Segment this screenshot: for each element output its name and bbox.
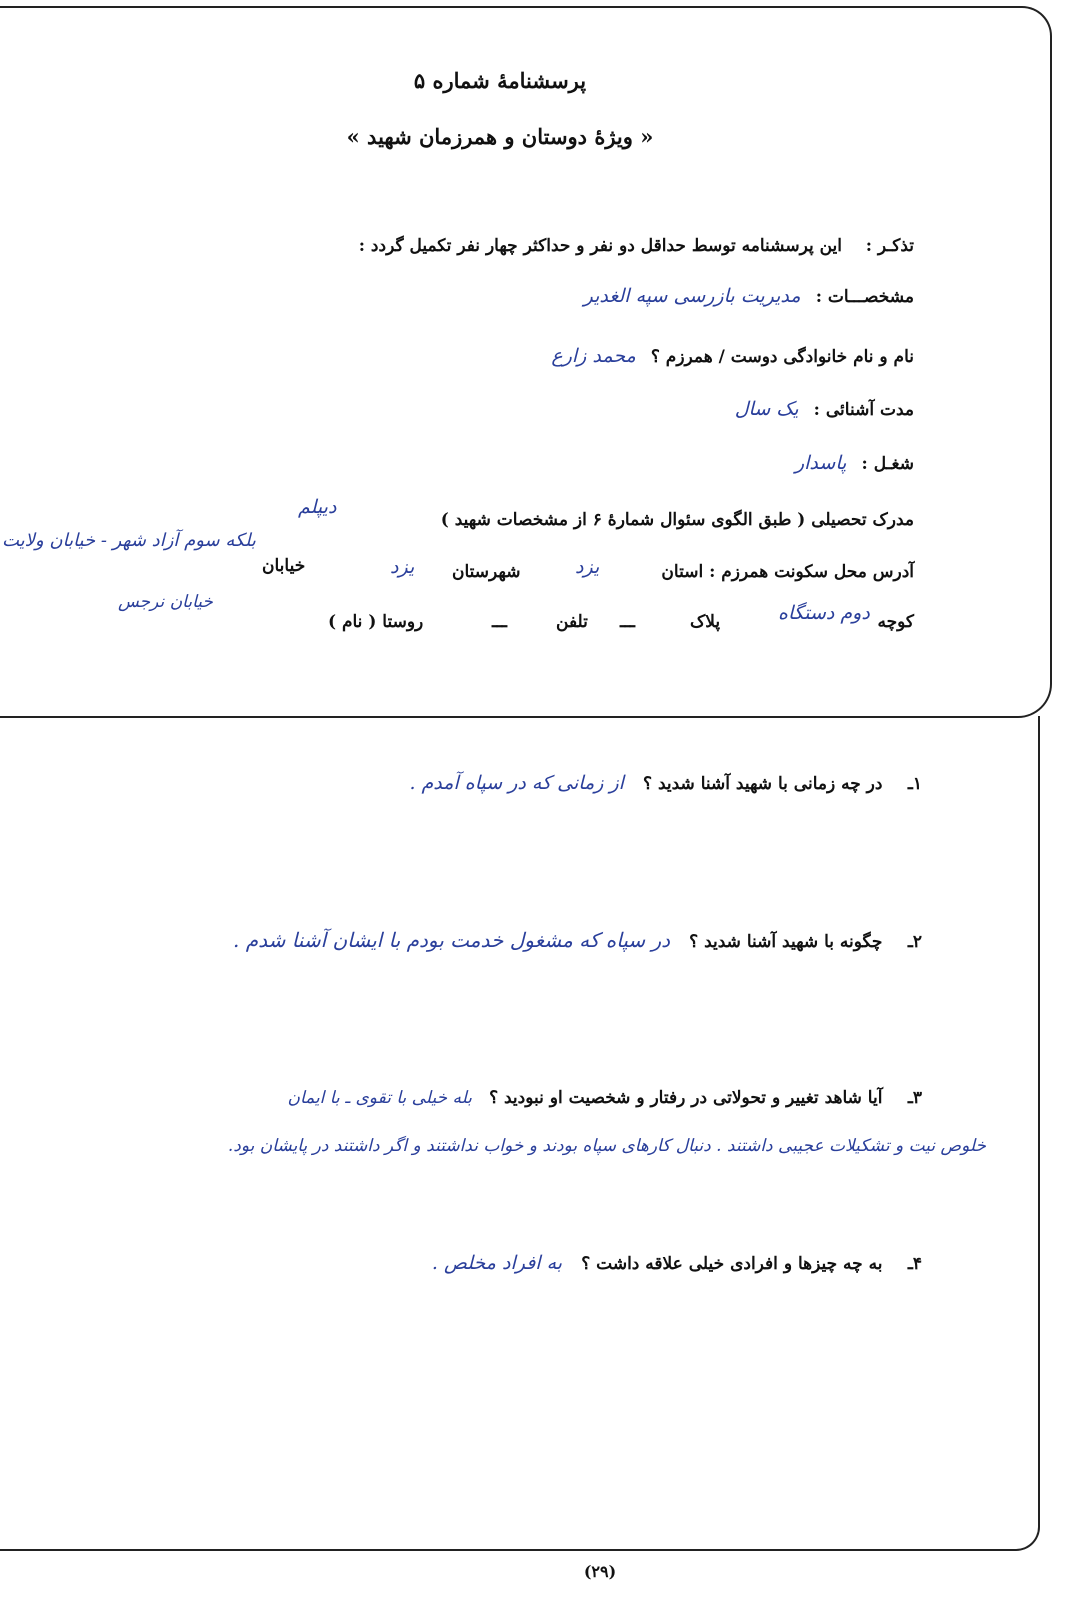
question-4 bbox=[432, 1252, 922, 1274]
duration-value: یک سال bbox=[734, 398, 799, 420]
city-value: یزد bbox=[390, 556, 415, 578]
education-value: دیپلم bbox=[298, 496, 337, 518]
city-label: شهرستان bbox=[452, 562, 521, 582]
question-number: ۳ـ bbox=[907, 1088, 922, 1108]
question-3 bbox=[287, 1088, 922, 1108]
duration-row bbox=[735, 398, 914, 420]
specs-value: مدیریت بازرسی سپه الغدیر bbox=[583, 285, 801, 307]
question-number: ۲ـ bbox=[907, 932, 922, 952]
specs-row bbox=[584, 285, 914, 307]
job-row bbox=[795, 452, 914, 474]
note bbox=[359, 236, 914, 256]
answer-text: به افراد مخلص . bbox=[431, 1252, 563, 1274]
street-label: خیابان bbox=[262, 556, 306, 576]
plaque-value: ـــ bbox=[620, 612, 635, 632]
alley-label: کوچه bbox=[877, 612, 914, 632]
phone-label: تلفن bbox=[556, 612, 588, 632]
answer-continuation: خلوص نیت و تشکیلات عجیبی داشتند . دنبال کارهای سپاه بودند و خواب نداشتند و اگر داشتند در پایشان بود. bbox=[227, 1136, 986, 1156]
plaque-label: پلاک bbox=[690, 612, 721, 632]
duration-label: مدت آشنائی : bbox=[813, 400, 914, 420]
form-body-frame bbox=[0, 716, 1040, 1551]
province-value: یزد bbox=[575, 556, 600, 578]
question-number: ۱ـ bbox=[907, 774, 922, 794]
job-value: پاسدار bbox=[794, 452, 847, 474]
job-label: شغـل : bbox=[861, 454, 914, 474]
street-value-2: خیابان نرجس bbox=[118, 592, 213, 612]
question-number: ۴ـ bbox=[907, 1254, 922, 1274]
page-subtitle: « ویژهٔ دوستان و همرزمان شهید » bbox=[346, 124, 654, 149]
answer-text: در سپاه که مشغول خدمت بودم با ایشان آشنا شدم . bbox=[232, 928, 671, 952]
question-text: در چه زمانی با شهید آشنا شدید ؟ bbox=[643, 774, 883, 794]
address-label: آدرس محل سکونت همرزم : استان bbox=[661, 562, 914, 582]
note-text: این پرسشنامه توسط حداقل دو نفر و حداکثر چهار نفر تکمیل گردد : bbox=[358, 236, 842, 256]
page-number: (۲۹) bbox=[583, 1562, 617, 1581]
name-label: نام و نام خانوادگی دوست / همرزم ؟ bbox=[650, 347, 914, 367]
name-row bbox=[551, 345, 914, 367]
education-label: مدرک تحصیلی ( طبق الگوی سئوال شمارهٔ ۶ از مشخصات شهید ) bbox=[440, 510, 914, 530]
question-text: آیا شاهد تغییر و تحولاتی در رفتار و شخصیت او نبودید ؟ bbox=[489, 1088, 883, 1108]
answer-text: از زمانی که در سپاه آمدم . bbox=[409, 772, 624, 794]
name-value: محمد زارع bbox=[551, 345, 636, 367]
page-title: پرسشنامهٔ شماره ۵ bbox=[413, 68, 587, 93]
specs-label: مشخصـــات : bbox=[815, 287, 914, 307]
question-text: چگونه با شهید آشنا شدید ؟ bbox=[689, 932, 883, 952]
phone-value: ـــ bbox=[492, 612, 507, 632]
answer-text: بله خیلی با تقوی ـ با ایمان bbox=[287, 1088, 472, 1108]
alley-value: دوم دستگاه bbox=[778, 602, 870, 624]
question-1 bbox=[409, 772, 922, 794]
street-value: بلکه سوم آزاد شهر - خیابان ولایت bbox=[2, 530, 256, 551]
question-2 bbox=[233, 928, 922, 952]
question-text: به چه چیزها و افرادی خیلی علاقه داشت ؟ bbox=[581, 1254, 883, 1274]
village-label: روستا ( نام ) bbox=[328, 612, 424, 632]
note-label: تذکـر : bbox=[865, 236, 914, 256]
